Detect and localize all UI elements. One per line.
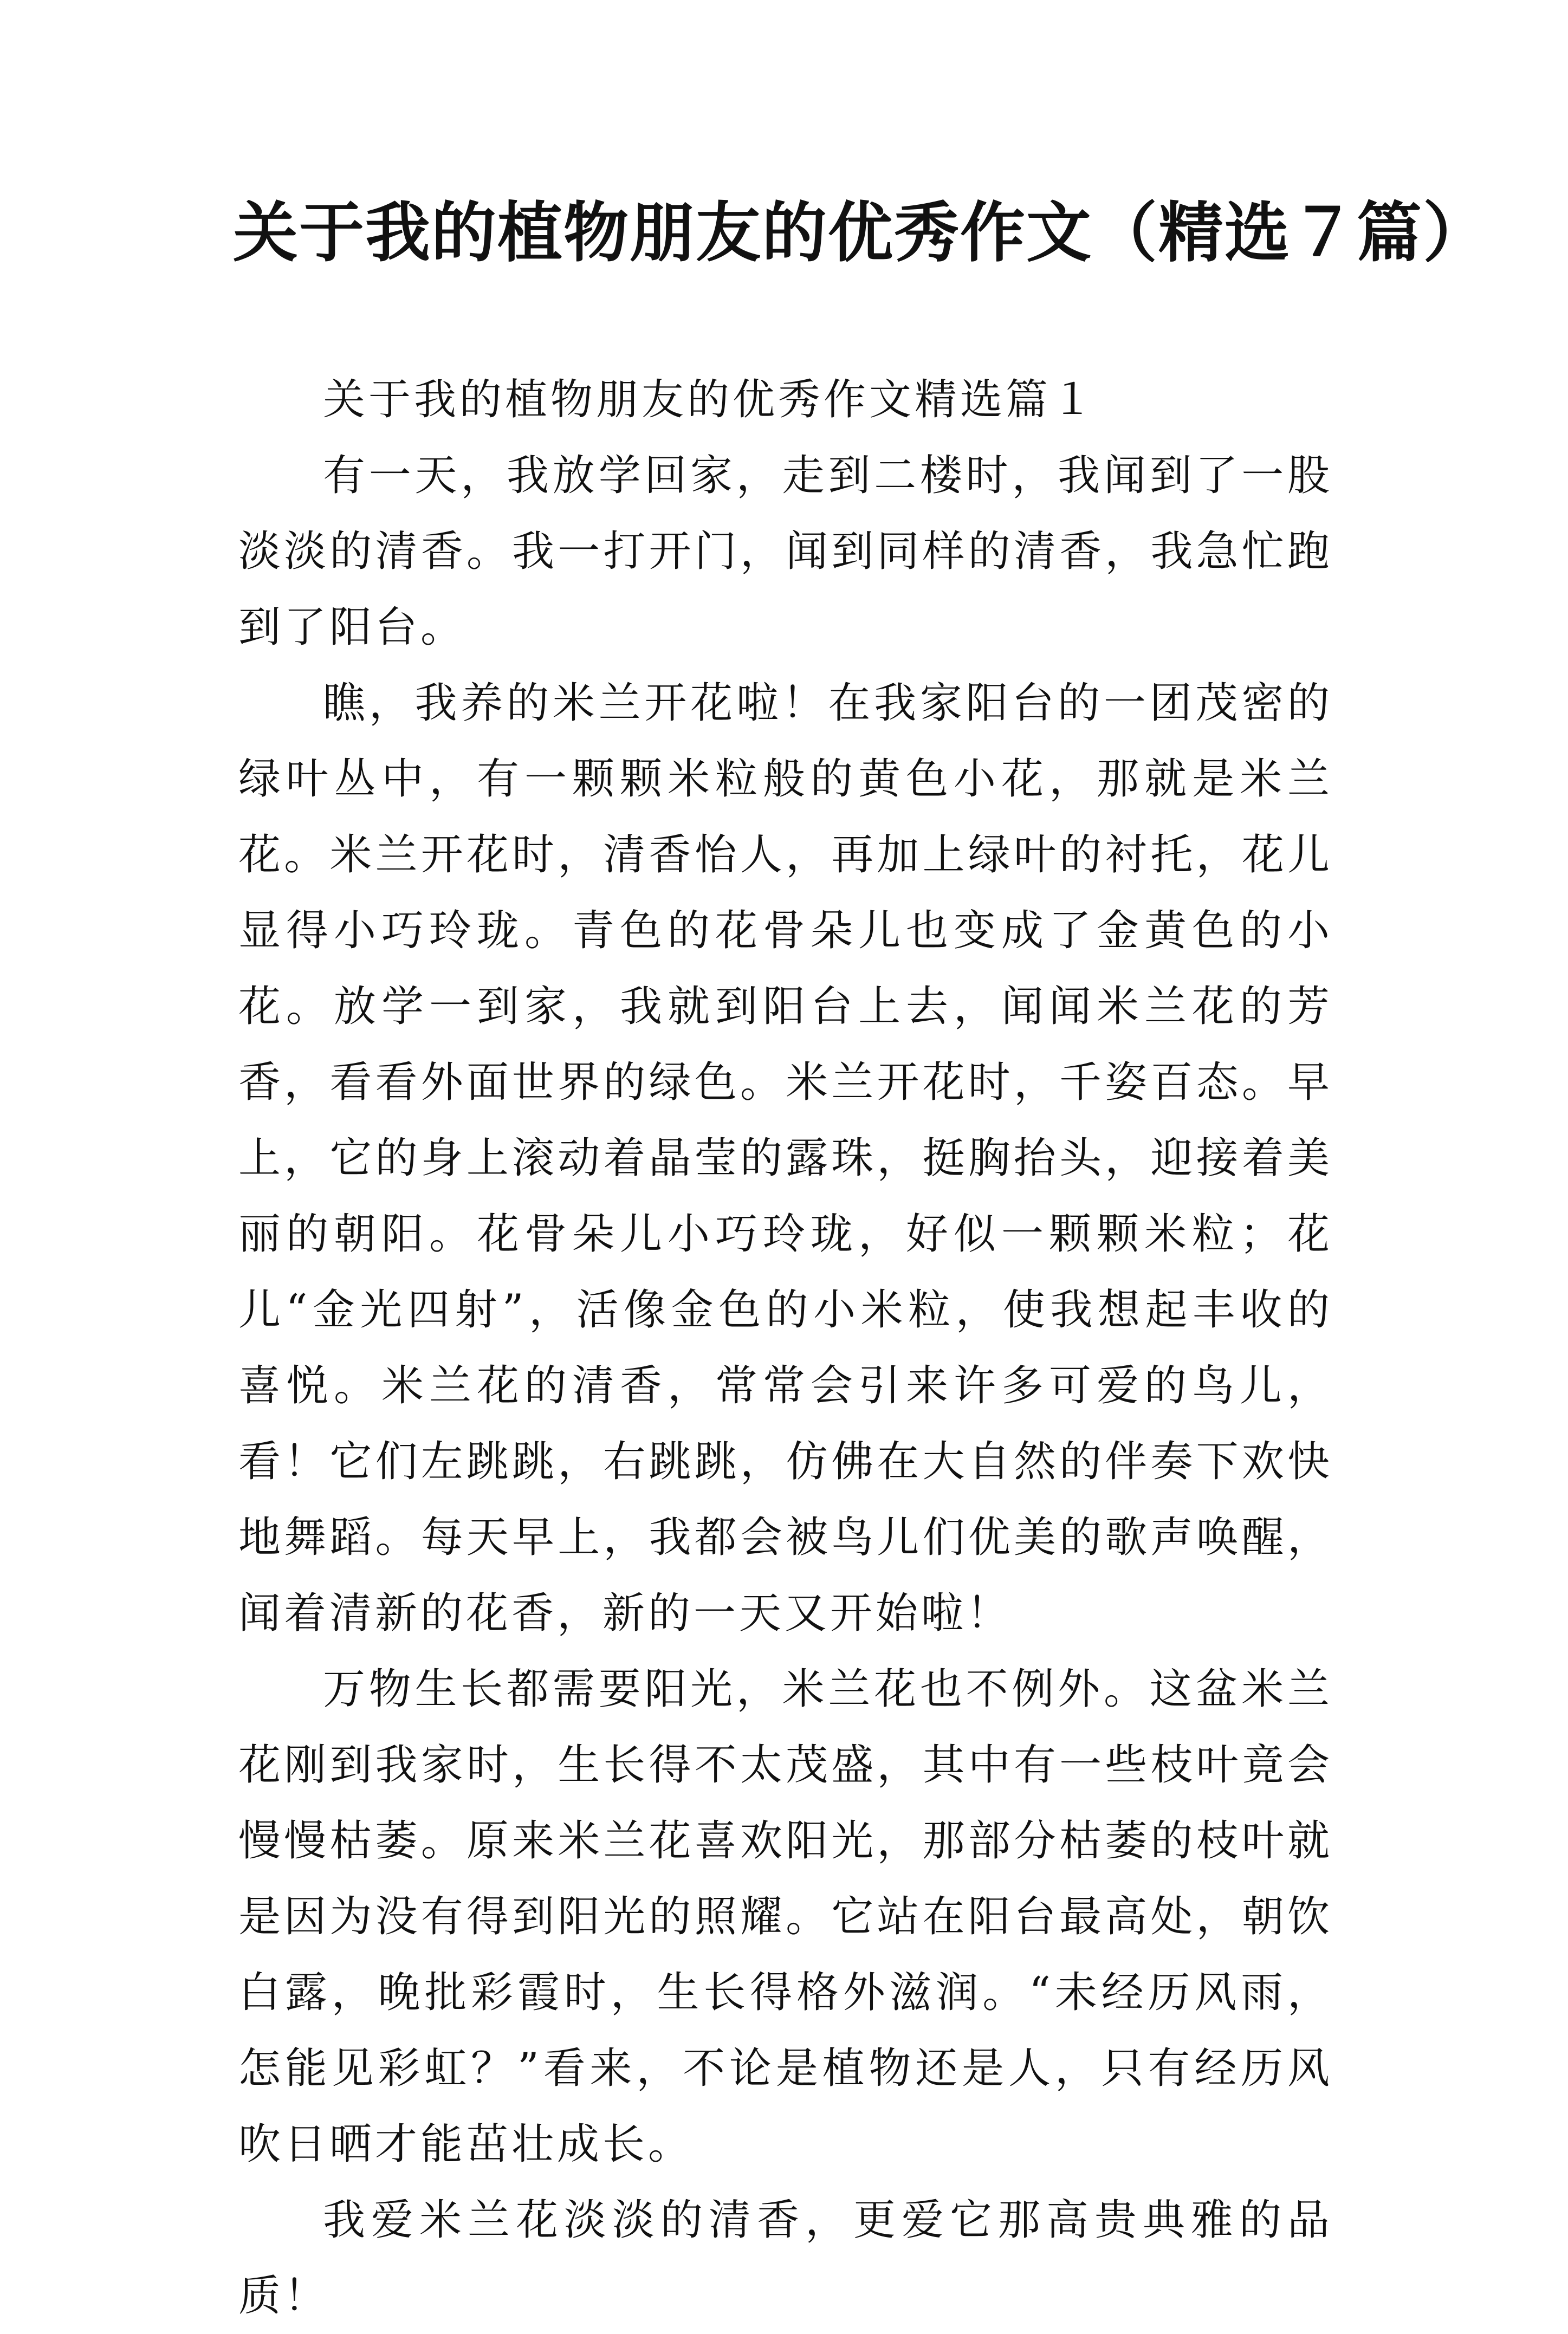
section-heading: 关于我的植物朋友的优秀作文精选篇１ <box>323 375 1097 424</box>
paragraph-2: 瞧，我养的米兰开花啦！在我家阳台的一团茂密的绿叶丛中，有一颗颗米粒般的黄色小花，那就是米兰花。米兰开花时，清香怡人，再加上绿叶的衬托，花儿显得小巧玲珑。青色的花骨朵儿也变成了金黄色的小花。放学一到家，我就到阳台上去，闻闻米兰花的芳香，看看外面世界的绿色。米兰开花时，千姿百态。早上，它的身上滚动着晶莹的露珠，挺胸抬头，迎接着美丽的朝阳。花骨朵儿小巧玲珑，好似一颗颗米粒；花儿“金光四射”，活像金色的小米粒，使我想起丰收的喜悦。米兰花的清香，常常会引来许多可爱的鸟儿，看！它们左跳跳，右跳跳，仿佛在大自然的伴奏下欢快地舞蹈。每天早上，我都会被鸟儿们优美的歌声唤醒，闻着清新的花香，新的一天又开始啦！ <box>238 679 1333 1638</box>
paragraph-3: 万物生长都需要阳光，米兰花也不例外。这盆米兰花刚到我家时，生长得不太茂盛，其中有一些枝叶竟会慢慢枯萎。原来米兰花喜欢阳光，那部分枯萎的枝叶就是因为没有得到阳光的照耀。它站在阳台最高处，朝饮白露，晚批彩霞时，生长得格外滋润。“未经历风雨，怎能见彩虹？”看来，不论是植物还是人，只有经历风吹日晒才能茁壮成长。 <box>238 1665 1333 2169</box>
paragraph-4: 我爱米兰花淡淡的清香，更爱它那高贵典雅的品质！ <box>238 2196 1333 2320</box>
document-body <box>238 362 1333 2334</box>
paragraph-1: 有一天，我放学回家，走到二楼时，我闻到了一股淡淡的清香。我一打开门，闻到同样的清香，我急忙跑到了阳台。 <box>238 451 1333 652</box>
document-title: 关于我的植物朋友的优秀作文（精选７篇） <box>233 194 1489 271</box>
